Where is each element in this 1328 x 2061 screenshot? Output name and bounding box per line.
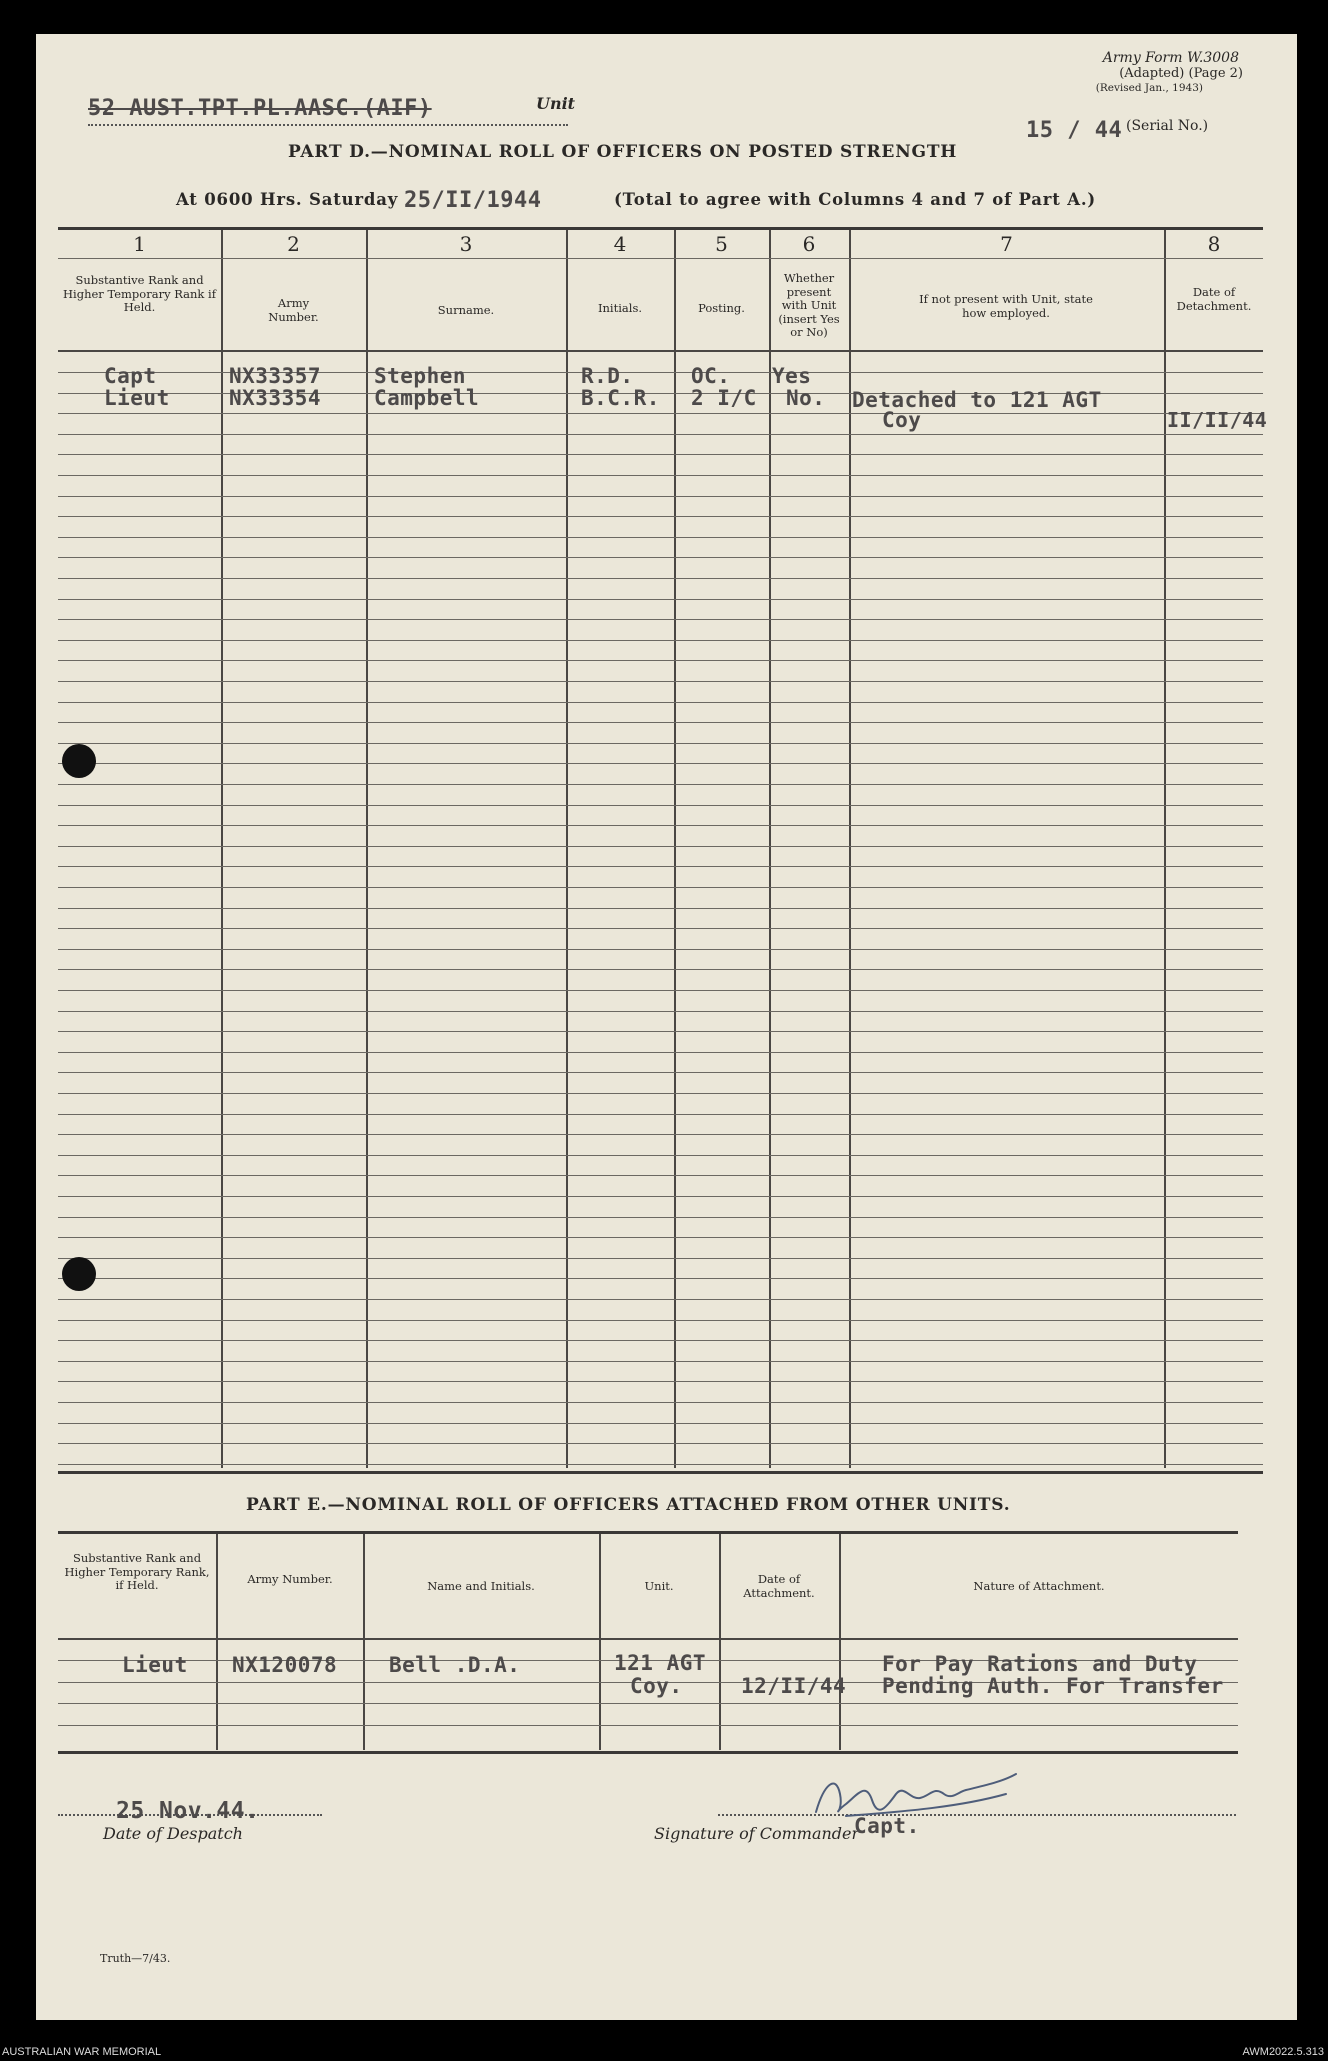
- ruled-line: [58, 1381, 1263, 1382]
- e-row-rank: Lieut: [122, 1653, 188, 1677]
- col-number: 1: [133, 232, 146, 256]
- footer-right: AWM2022.5.313: [1242, 2046, 1324, 2058]
- signature-rank: Capt.: [854, 1814, 920, 1838]
- ruled-line: [58, 413, 1263, 414]
- despatch-value: 25 Nov.44.: [116, 1798, 260, 1824]
- col-divider: [363, 1534, 365, 1750]
- unit-value: 52 AUST.TPT.PL.AASC.(AIF): [88, 96, 432, 121]
- e-col-header-nature: Nature of Attachment.: [973, 1579, 1105, 1593]
- ruled-line: [58, 1725, 1238, 1726]
- ruled-line: [58, 743, 1263, 744]
- row-surname: Campbell: [374, 386, 480, 410]
- row-employed-cont: Coy: [882, 408, 922, 432]
- col-divider: [839, 1534, 841, 1750]
- col-header-detach-date: Date of Detachment.: [1176, 285, 1252, 313]
- part-e-title: PART E.—NOMINAL ROLL OF OFFICERS ATTACHED FROM OTHER UNITS.: [246, 1495, 1011, 1515]
- row-posting: OC.: [691, 364, 731, 388]
- ruled-line: [58, 537, 1263, 538]
- unit-label: Unit: [536, 94, 576, 113]
- e-row-attach-date: 12/II/44: [741, 1674, 847, 1698]
- col-divider: [769, 230, 771, 1468]
- signature-label: Signature of Commander: [654, 1824, 860, 1843]
- ruled-line: [58, 1443, 1263, 1444]
- ruled-line: [58, 578, 1263, 579]
- e-row-nature: For Pay Rations and Duty: [882, 1652, 1198, 1676]
- ruled-line: [58, 866, 1263, 867]
- col-divider: [216, 1534, 218, 1750]
- ruled-line: [58, 1175, 1263, 1176]
- row-army-number: NX33354: [229, 386, 322, 410]
- col-header-present: Whether present with Unit (insert Yes or No): [778, 271, 840, 339]
- ruled-line: [58, 825, 1263, 826]
- form-page: [36, 34, 1297, 2020]
- e-header-rule: [58, 1638, 1238, 1640]
- ruled-line: [58, 1114, 1263, 1115]
- part-e-bottom-rule: [58, 1751, 1238, 1754]
- despatch-label: Date of Despatch: [103, 1824, 243, 1843]
- ruled-line: [58, 599, 1263, 600]
- ruled-line: [58, 1093, 1263, 1094]
- serial-value: 15 / 44: [1026, 118, 1123, 143]
- col-number: 2: [287, 232, 300, 256]
- e-col-header-attach-date: Date of Attachment.: [743, 1572, 815, 1600]
- ruled-line: [58, 928, 1263, 929]
- ruled-line: [58, 557, 1263, 558]
- row-posting: 2 I/C: [691, 386, 757, 410]
- e-col-header-unit: Unit.: [644, 1579, 674, 1593]
- at-prefix: At 0600 Hrs. Saturday: [176, 190, 399, 209]
- e-col-header-army-number: Army Number.: [247, 1572, 333, 1586]
- punch-hole: [62, 1257, 96, 1291]
- ruled-line: [58, 1011, 1263, 1012]
- col-divider: [674, 230, 676, 1468]
- row-rank: Lieut: [104, 386, 170, 410]
- part-d-top-rule: [58, 227, 1263, 230]
- col-header-initials: Initials.: [597, 301, 643, 315]
- e-row-name: Bell .D.A.: [389, 1653, 521, 1677]
- form-adapted: (Adapted) (Page 2): [1119, 66, 1243, 81]
- ruled-line: [58, 1340, 1263, 1341]
- row-surname: Stephen: [374, 364, 467, 388]
- e-row-unit-cont: Coy.: [630, 1674, 683, 1698]
- ruled-line: [58, 1196, 1263, 1197]
- ruled-line: [58, 1217, 1263, 1218]
- e-row-nature-cont: Pending Auth. For Transfer: [882, 1674, 1224, 1698]
- col-number: 7: [1000, 232, 1013, 256]
- serial-label: (Serial No.): [1126, 118, 1209, 134]
- ruled-line: [58, 1423, 1263, 1424]
- ruled-line: [58, 990, 1263, 991]
- ruled-line: [58, 722, 1263, 723]
- col-divider: [221, 230, 223, 1468]
- e-col-header-name: Name and Initials.: [427, 1579, 535, 1593]
- ruled-line: [58, 434, 1263, 435]
- part-d-title: PART D.—NOMINAL ROLL OF OFFICERS ON POSTED STRENGTH: [288, 142, 958, 162]
- col-divider: [849, 230, 851, 1468]
- col-divider: [719, 1534, 721, 1750]
- date-value: 25/II/1944: [404, 188, 542, 213]
- part-e-top-rule: [58, 1531, 1238, 1534]
- form-number: Army Form W.3008: [1102, 50, 1239, 66]
- ruled-line: [58, 702, 1263, 703]
- ruled-line: [58, 681, 1263, 682]
- unit-dotted: [88, 124, 568, 126]
- header-rule: [58, 350, 1263, 352]
- ruled-line: [58, 496, 1263, 497]
- col-header-posting: Posting.: [698, 301, 745, 315]
- col-number: 8: [1207, 232, 1221, 256]
- col-header-rank: Substantive Rank and Higher Temporary Rank if Held.: [63, 273, 216, 314]
- row-detach-date: II/II/44: [1167, 408, 1268, 432]
- total-note: (Total to agree with Columns 4 and 7 of Part A.): [614, 190, 1097, 209]
- row-employed: Detached to 121 AGT: [852, 388, 1102, 412]
- ruled-line: [58, 1320, 1263, 1321]
- ruled-line: [58, 660, 1263, 661]
- ruled-line: [58, 805, 1263, 806]
- ruled-line: [58, 1299, 1263, 1300]
- col-number: 6: [802, 232, 816, 256]
- footer-left: AUSTRALIAN WAR MEMORIAL: [2, 2046, 162, 2058]
- col-header-army-number: Army Number.: [268, 296, 319, 324]
- ruled-line: [58, 1464, 1263, 1465]
- e-row-unit: 121 AGT: [614, 1651, 707, 1675]
- ruled-line: [58, 1258, 1263, 1259]
- ruled-line: [58, 763, 1263, 764]
- col-divider: [1164, 230, 1166, 1468]
- ruled-line: [58, 454, 1263, 455]
- row-rank: Capt: [104, 364, 157, 388]
- ruled-line: [58, 1155, 1263, 1156]
- e-col-header-rank: Substantive Rank and Higher Temporary Rank, if Held.: [64, 1551, 210, 1592]
- col-divider: [566, 230, 568, 1468]
- ruled-line: [58, 846, 1263, 847]
- row-present: No.: [786, 386, 826, 410]
- ruled-line: [58, 969, 1263, 970]
- ruled-line: [58, 1052, 1263, 1053]
- ruled-line: [58, 1278, 1263, 1279]
- ruled-line: [58, 1134, 1263, 1135]
- col-divider: [599, 1534, 601, 1750]
- ruled-line: [58, 887, 1263, 888]
- col-divider: [366, 230, 368, 1468]
- punch-hole: [62, 744, 96, 778]
- ruled-line: [58, 516, 1263, 517]
- ruled-line: [58, 1072, 1263, 1073]
- row-army-number: NX33357: [229, 364, 322, 388]
- ruled-line: [58, 949, 1263, 950]
- col-number: 3: [459, 232, 473, 256]
- ruled-line: [58, 619, 1263, 620]
- e-row-army-number: NX120078: [232, 1653, 338, 1677]
- row-initials: R.D.: [581, 364, 634, 388]
- col-header-surname: Surname.: [437, 303, 495, 317]
- row-present: Yes: [772, 364, 812, 388]
- ruled-line: [58, 1361, 1263, 1362]
- form-revised: (Revised Jan., 1943): [1095, 82, 1203, 94]
- ruled-line: [58, 1703, 1238, 1704]
- ruled-line: [58, 1402, 1263, 1403]
- col-number-rule: [58, 258, 1263, 259]
- ruled-line: [58, 1031, 1263, 1032]
- ruled-line: [58, 475, 1263, 476]
- part-d-bottom-rule: [58, 1471, 1263, 1474]
- ruled-line: [58, 640, 1263, 641]
- ruled-line: [58, 908, 1263, 909]
- col-number: 5: [715, 232, 728, 256]
- ruled-line: [58, 784, 1263, 785]
- row-initials: B.C.R.: [581, 386, 660, 410]
- col-header-employed: If not present with Unit, state how employed.: [919, 292, 1093, 320]
- printer-note: Truth—7/43.: [100, 1952, 171, 1965]
- ruled-line: [58, 1237, 1263, 1238]
- col-number: 4: [613, 232, 627, 256]
